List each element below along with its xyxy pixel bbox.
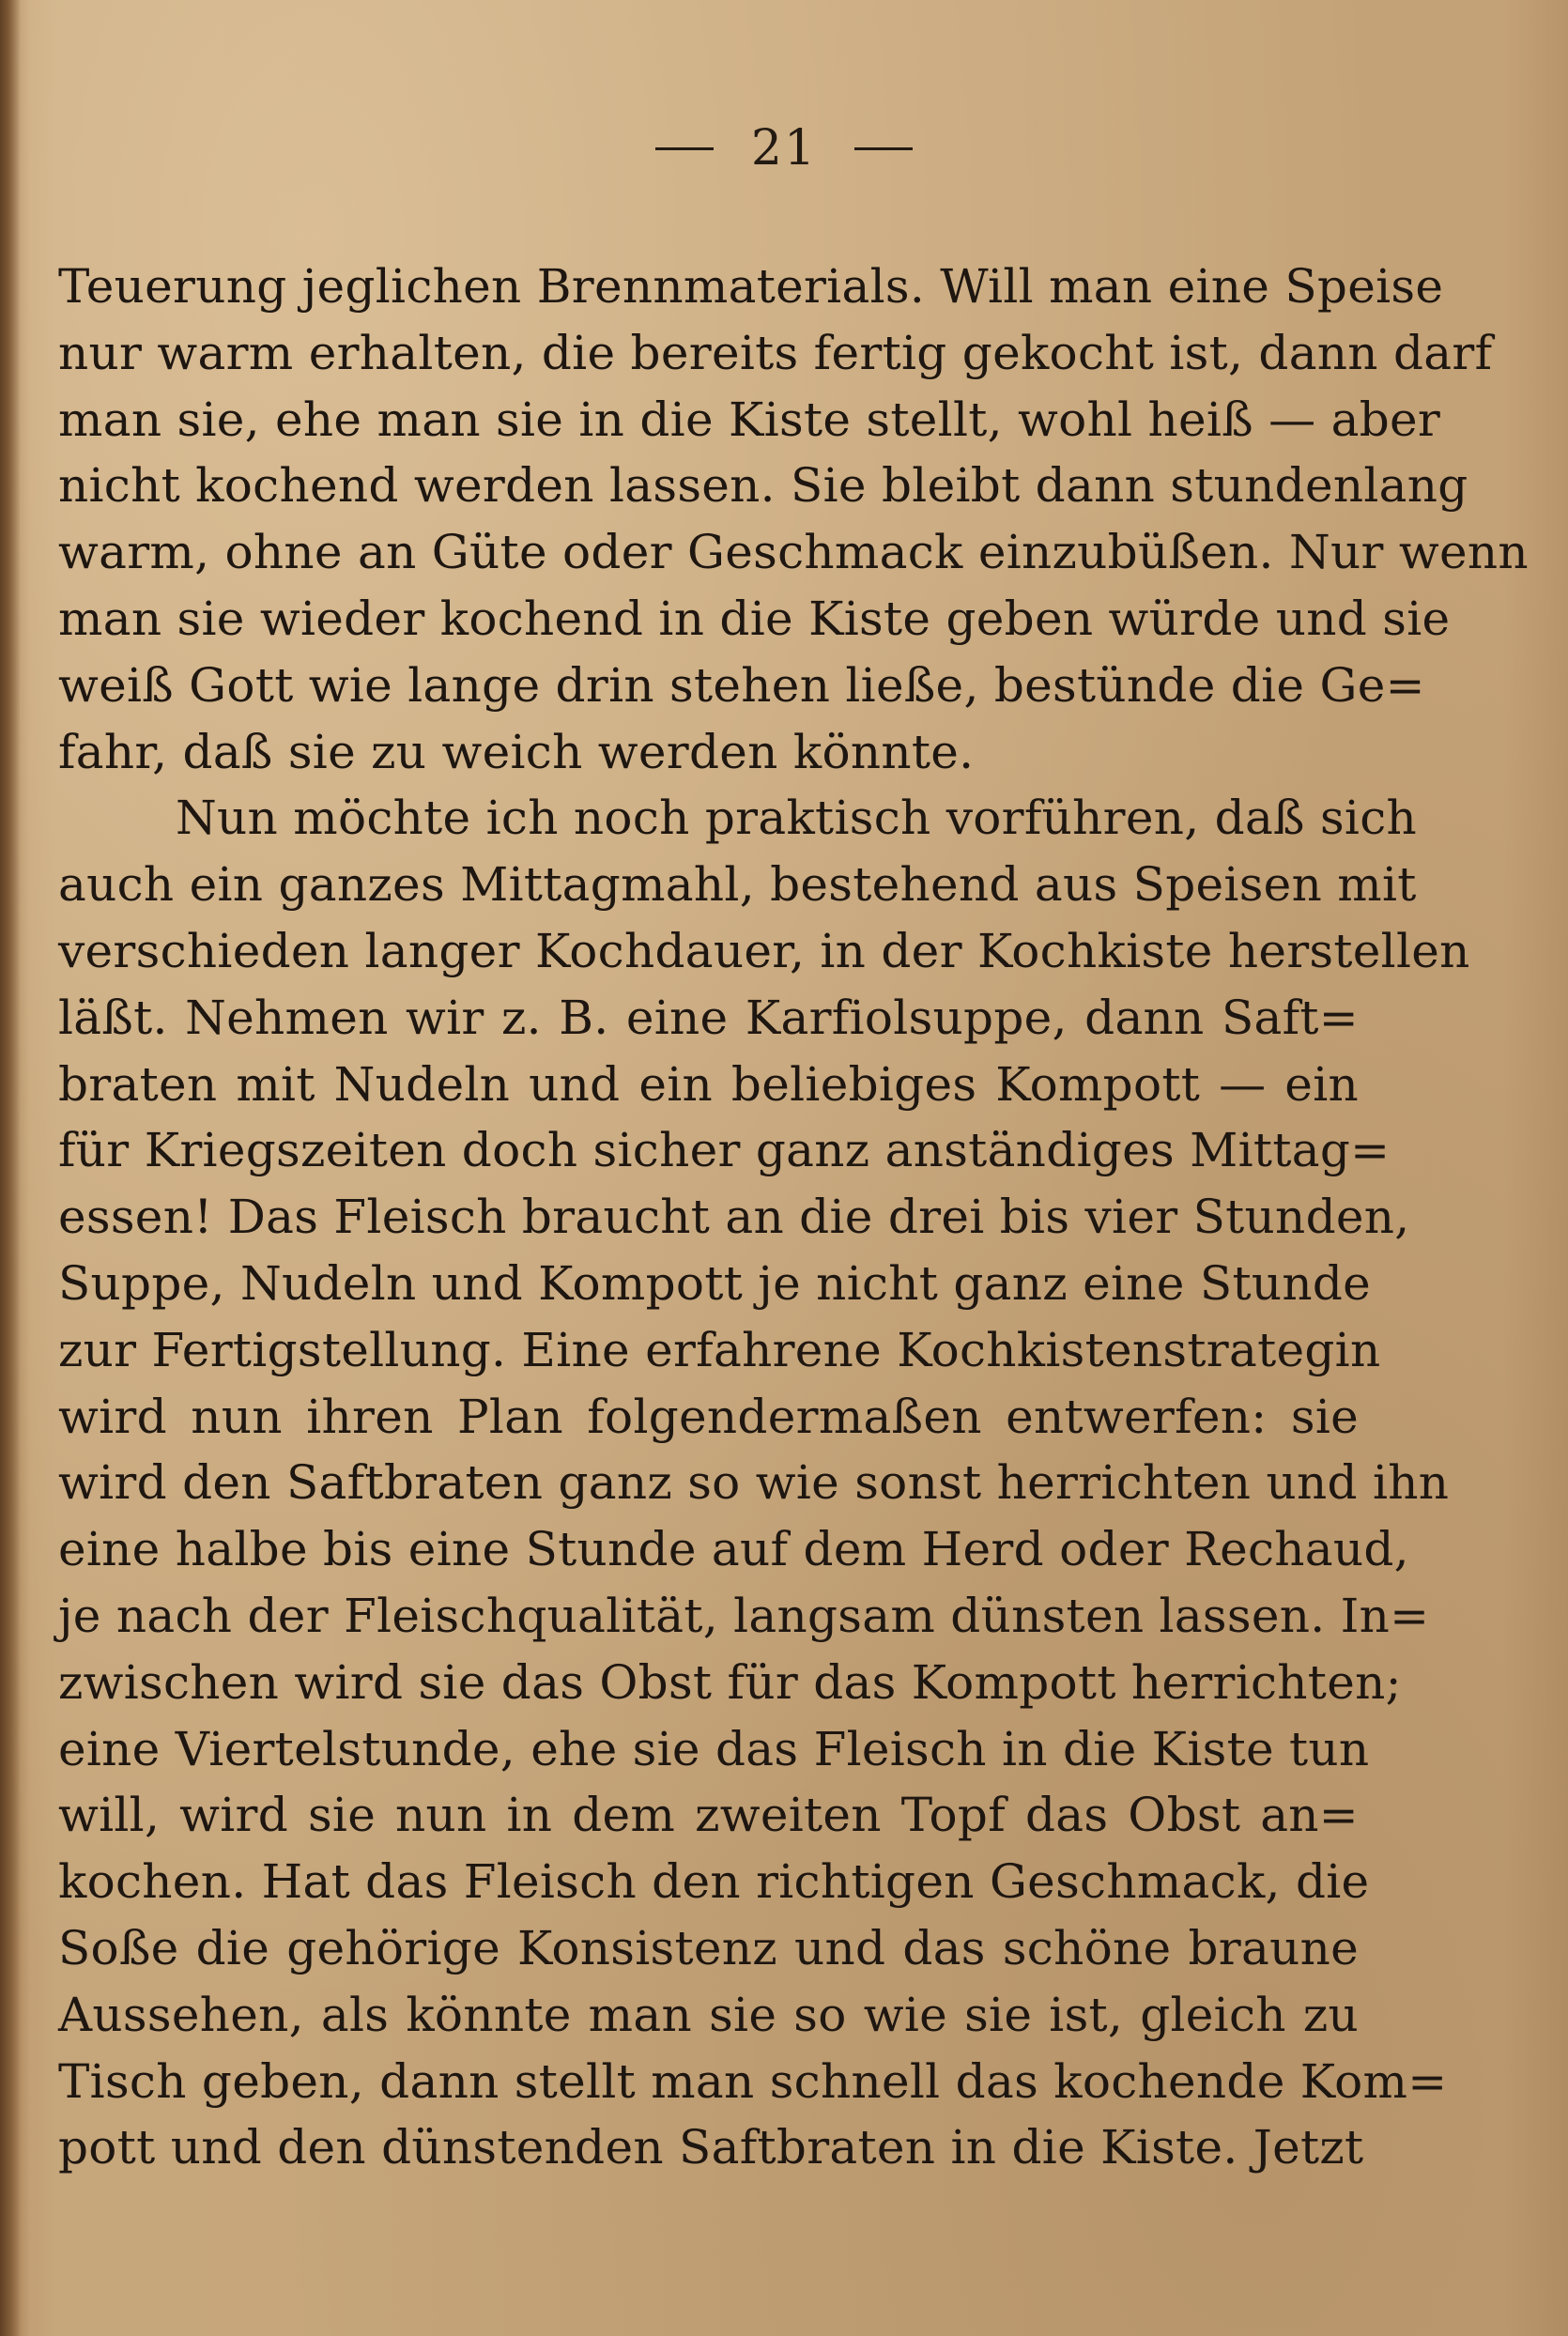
text-line: essen! Das Fleisch braucht an die drei bis vier Stunden, (58, 1190, 1410, 1245)
text-line: Aussehen, als könnte man sie so wie sie ist, gleich zu (58, 1987, 1359, 2042)
text-line: man sie, ehe man sie in die Kiste stellt, wohl heiß — aber (58, 392, 1441, 447)
text-line: läßt. Nehmen wir z. B. eine Karfiolsuppe, dann Saft= (58, 990, 1359, 1045)
text-line: braten mit Nudeln und ein beliebiges Kompott — ein (58, 1056, 1359, 1112)
text-line: nur warm erhalten, die bereits fertig gekocht ist, dann darf (58, 325, 1493, 380)
text-line: eine Viertelstunde, ehe sie das Fleisch in die Kiste tun (58, 1721, 1370, 1776)
text-line: pott und den dünstenden Saftbraten in die Kiste. Jetzt (58, 2120, 1364, 2175)
text-line: man sie wieder kochend in die Kiste geben würde und sie (58, 591, 1451, 646)
right-dash (854, 147, 913, 150)
text-line: je nach der Fleischqualität, langsam dünsten lassen. In= (58, 1588, 1430, 1643)
text-line: kochen. Hat das Fleisch den richtigen Geschmack, die (58, 1854, 1370, 1910)
text-line: Teuerung jeglichen Brennmaterials. Will man eine Speise (58, 259, 1444, 314)
text-line: auch ein ganzes Mittagmahl, bestehend aus Speisen mit (58, 857, 1417, 913)
text-line-paragraph-end: fahr, daß sie zu weich werden könnte. (58, 724, 975, 779)
text-line-paragraph-start: Nun möchte ich noch praktisch vorführen, daß sich (176, 791, 1417, 846)
text-line: eine halbe bis eine Stunde auf dem Herd oder Rechaud, (58, 1522, 1409, 1577)
page-number-header (0, 120, 1568, 177)
text-line: nicht kochend werden lassen. Sie bleibt dann stundenlang (58, 458, 1468, 514)
body-text (58, 254, 1529, 2181)
text-line: wird den Saftbraten ganz so wie sonst herrichten und ihn (58, 1455, 1450, 1511)
text-line: Suppe, Nudeln und Kompott je nicht ganz eine Stunde (58, 1255, 1372, 1311)
text-line: weiß Gott wie lange drin stehen ließe, bestünde die Ge= (58, 657, 1425, 713)
left-dash (655, 147, 714, 150)
text-line: will, wird sie nun in dem zweiten Topf das Obst an= (58, 1788, 1359, 1843)
text-line: Tisch geben, dann stellt man schnell das kochende Kom= (58, 2053, 1448, 2109)
page-number: 21 (750, 120, 818, 177)
text-line: zur Fertigstellung. Eine erfahrene Kochkistenstrategin (58, 1322, 1381, 1377)
text-line: wird nun ihren Plan folgendermaßen entwerfen: sie (58, 1389, 1359, 1444)
binding-edge (0, 0, 21, 2336)
text-line: verschieden langer Kochdauer, in der Kochkiste herstellen (58, 923, 1470, 978)
text-line: für Kriegszeiten doch sicher ganz anständiges Mittag= (58, 1123, 1391, 1178)
text-line: Soße die gehörige Konsistenz und das schöne braune (58, 1920, 1359, 1975)
text-line: zwischen wird sie das Obst für das Kompott herrichten; (58, 1654, 1402, 1710)
text-line: warm, ohne an Güte oder Geschmack einzubüßen. Nur wenn (58, 525, 1529, 580)
